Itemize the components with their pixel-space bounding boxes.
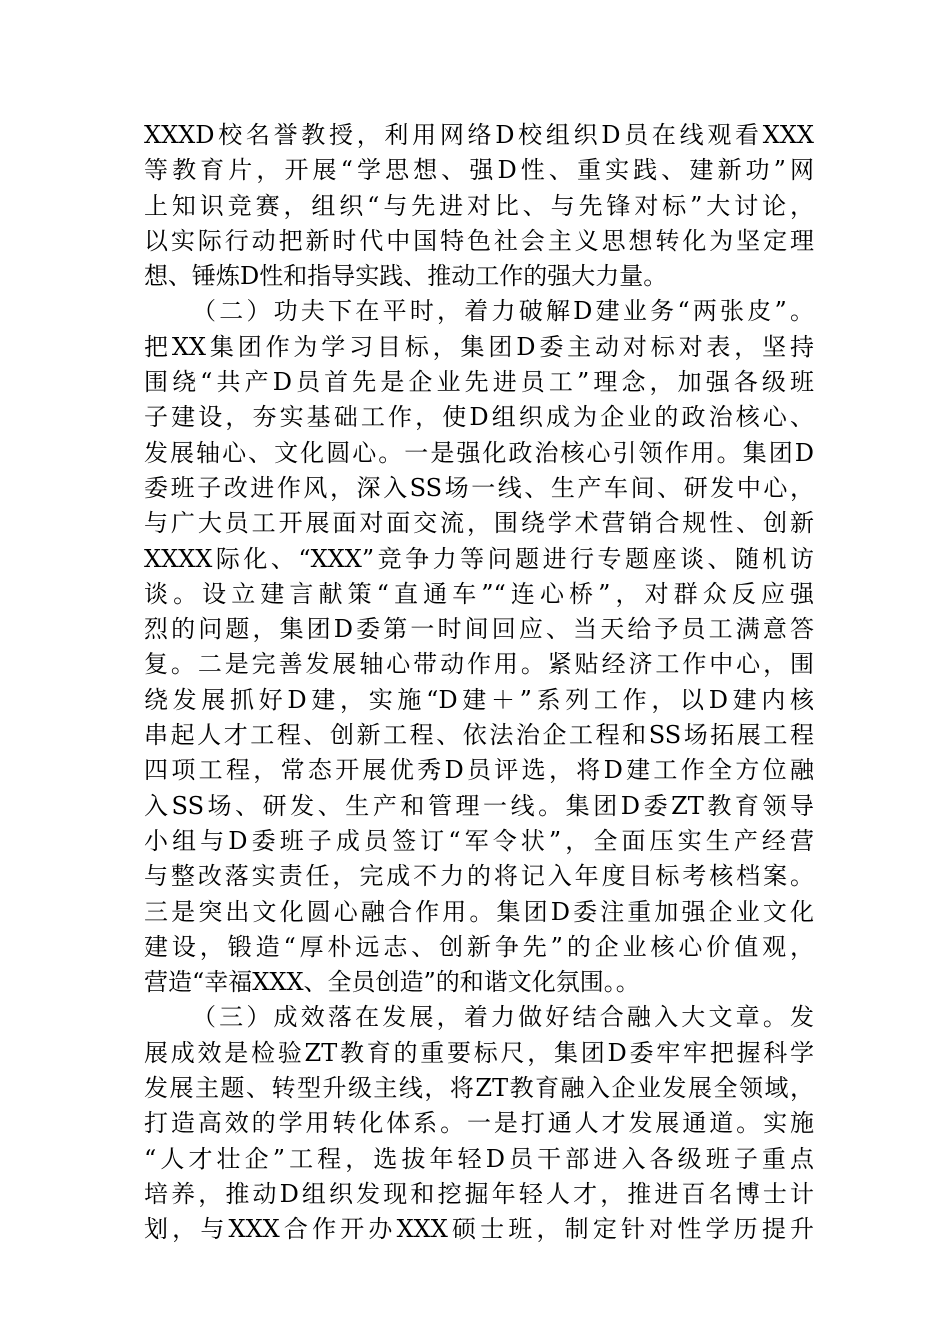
section-heading-line: （二）功夫下在平时，着力破解D建业务“两张皮”。 (192, 297, 814, 326)
text-line: 串起人才工程、创新工程、依法治企工程和SS场拓展工程 (144, 721, 814, 750)
text-line: 等教育片，开展“学思想、强D性、重实践、建新功”网 (144, 156, 814, 185)
text-line: 以实际行动把新时代中国特色社会主义思想转化为坚定理 (144, 226, 814, 255)
text-line: 上知识竞赛，组织“与先进对比、与先锋对标”大讨论， (144, 191, 814, 220)
section-heading-line: （三）成效落在发展，着力做好结合融入大文章。发 (192, 1003, 814, 1032)
text-line: 入SS场、研发、生产和管理一线。集团D委ZT教育领导 (144, 791, 814, 820)
text-line: 发展主题、转型升级主线，将ZT教育融入企业发展全领域， (144, 1074, 814, 1103)
body-text (144, 118, 814, 1248)
text-line: 绕发展抓好D建，实施“D建＋”系列工作，以D建内核 (144, 685, 814, 714)
text-line: 委班子改进作风，深入SS场一线、生产车间、研发中心， (144, 473, 814, 502)
text-line: 与广大员工开展面对面交流，围绕学术营销合规性、创新 (144, 509, 814, 538)
text-line: 培养，推动D组织发现和挖掘年轻人才，推进百名博士计 (144, 1179, 814, 1208)
text-line: 烈的问题，集团D委第一时间回应、当天给予员工满意答 (144, 615, 814, 644)
text-line: 与整改落实责任，完成不力的将记入年度目标考核档案。 (144, 862, 814, 891)
text-line: 把XX集团作为学习目标，集团D委主动对标对表，坚持 (144, 332, 814, 361)
text-line: 展成效是检验ZT教育的重要标尺，集团D委牢牢把握科学 (144, 1038, 814, 1067)
text-line: XXXD校名誉教授，利用网络D校组织D员在线观看XXX (144, 121, 814, 149)
text-line: 建设，锻造“厚朴远志、创新争先”的企业核心价值观， (144, 932, 814, 961)
text-line: 三是突出文化圆心融合作用。集团D委注重加强企业文化 (144, 897, 814, 926)
text-line: 子建设，夯实基础工作，使D组织成为企业的政治核心、 (144, 403, 814, 432)
text-line: 划，与XXX合作开办XXX硕士班，制定针对性学历提升 (144, 1215, 814, 1244)
text-line: 发展轴心、文化圆心。一是强化政治核心引领作用。集团D (144, 438, 814, 467)
text-line: 小组与D委班子成员签订“军令状”，全面压实生产经营 (144, 826, 814, 855)
text-line: 想、锤炼D性和指导实践、推动工作的强大力量。 (144, 262, 668, 291)
text-line: 营造“幸福XXX、全员创造”的和谐文化氛围。。 (144, 968, 640, 997)
text-line: XXXX际化、“XXX”竞争力等问题进行专题座谈、随机访 (144, 544, 814, 573)
text-line: 复。二是完善发展轴心带动作用。紧贴经济工作中心，围 (144, 650, 814, 679)
text-line: 谈。设立建言献策“直通车”“连心桥”，对群众反应强 (144, 579, 814, 608)
text-line: “人才壮企”工程，选拔年轻D员干部进入各级班子重点 (144, 1144, 814, 1173)
text-line: 四项工程，常态开展优秀D员评选，将D建工作全方位融 (144, 756, 814, 785)
text-line: 围绕“共产D员首先是企业先进员工”理念，加强各级班 (144, 368, 814, 397)
text-line: 打造高效的学用转化体系。一是打通人才发展通道。实施 (144, 1109, 814, 1138)
